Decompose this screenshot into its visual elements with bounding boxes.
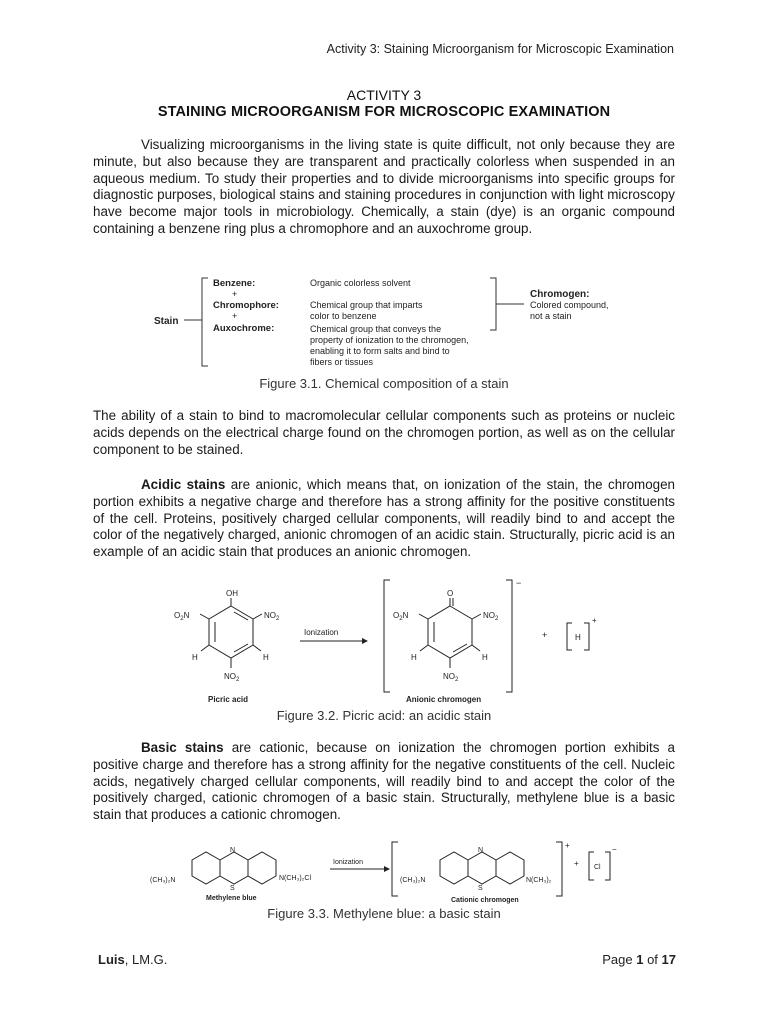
svg-text:Ionization: Ionization (304, 628, 339, 637)
anion-charge-2: − (612, 845, 617, 854)
svg-text:H: H (575, 633, 581, 642)
hydrogen-ion (542, 616, 597, 650)
chromophore-desc-1: Chemical group that imparts (310, 300, 423, 310)
methylene-blue-structure (150, 847, 311, 902)
chromophore-label: Chromophore: (213, 300, 279, 311)
anion-hydrogen-left: H (411, 653, 417, 662)
basic-stains-term: Basic stains (141, 740, 224, 755)
page-title: STAINING MICROORGANISM FOR MICROSCOPIC EXAMINATION (157, 104, 611, 120)
cation-charge: + (592, 616, 597, 625)
hydrogen-right-label: H (263, 653, 269, 662)
svg-text:N: N (478, 847, 484, 854)
nitro-bottom-label: $NO_2$ (224, 672, 240, 683)
footer-author (98, 952, 167, 967)
svg-text:N(CH₃)₂: N(CH₃)₂ (526, 877, 552, 884)
figure-picric-acid (170, 578, 610, 708)
svg-text:Cl: Cl (594, 864, 601, 871)
chromogen-desc-1: Colored compound, (530, 300, 609, 310)
binding-paragraph: The ability of a stain to bind to macromolecular cellular components such as proteins or nucleic acids depends on the electrical charge found on the chromogen portion, as well as on the cellular component to be stained. (93, 408, 675, 457)
plus-sign-2: + (232, 311, 238, 321)
figure-methylene-blue (146, 840, 626, 906)
cationic-chromogen-structure (392, 841, 570, 904)
anion-nitro-left: $O_2N$ (393, 611, 409, 622)
basic-stains-paragraph (93, 740, 675, 824)
picric-acid-label: Picric acid (208, 695, 249, 704)
dimethylamino-left: (CH₃)₂N (150, 877, 176, 884)
benzene-desc: Organic colorless solvent (310, 278, 411, 288)
right-bracket (490, 278, 496, 330)
chromogen-title: Chromogen: (530, 289, 590, 300)
running-header: Activity 3: Staining Microorganism for Microscopic Examination (326, 42, 674, 56)
cation-charge-2: + (565, 841, 570, 850)
basic-stains-text: are cationic, because on ionization the chromogen portion exhibits a positive charge and therefore has a strong affinity for the negative constituents of the cell. Nucleic acids, negatively charged cellular components, will readily bind to and accept the color of the positively charged, cationic chromogen of a basic stain. Structurally, methylene blue is a basic stain that produces a cationic chromogen. (93, 740, 675, 823)
svg-text:+: + (574, 859, 579, 868)
figure-stain-composition (150, 274, 620, 372)
svg-text:(CH₃)₂N: (CH₃)₂N (400, 877, 426, 884)
page-number: Page 1 of 17 (602, 952, 676, 967)
anion-hydrogen-right: H (482, 653, 488, 662)
anionic-chromogen-label: Anionic chromogen (406, 695, 482, 704)
ionization-arrow-2 (330, 859, 390, 872)
oxide-label: O (447, 589, 454, 598)
left-bracket (202, 278, 208, 366)
anion-nitro-bottom: $NO_2$ (443, 672, 459, 683)
activity-number: ACTIVITY 3 (346, 87, 422, 103)
benzene-label: Benzene: (213, 278, 256, 289)
svg-text:+: + (542, 630, 548, 640)
nitro-right-label: $NO_2$ (264, 611, 280, 622)
stain-label: Stain (154, 316, 179, 327)
chromogen-desc-2: not a stain (530, 311, 572, 321)
methylene-blue-label: Methylene blue (206, 895, 257, 902)
total-pages: 17 (661, 952, 676, 967)
anion-nitro-right: $NO_2$ (483, 611, 499, 622)
svg-text:N: N (230, 847, 236, 854)
hydrogen-left-label: H (192, 653, 198, 662)
plus-sign-1: + (232, 289, 238, 299)
figure-3-caption: Figure 3.3. Methylene blue: a basic stain (267, 906, 501, 921)
hydroxyl-label: OH (226, 589, 238, 598)
auxochrome-desc-4: fibers or tissues (310, 357, 374, 367)
auxochrome-desc-1: Chemical group that conveys the (310, 324, 442, 334)
acidic-stains-text: are anionic, which means that, on ionization of the stain, the chromogen portion exhibits a negative charge and therefore has a strong affinity for the positive constituents of the cell. Proteins, positively charged cellular components, will readily bind to and accept the color of the negatively charged, anionic chromogen of an acidic stain. Structurally, picric acid is an example of an acidic stain that produces an anionic chromogen. (93, 477, 675, 560)
chromophore-desc-2: color to benzene (310, 311, 377, 321)
ionization-arrow (300, 628, 368, 644)
auxochrome-desc-2: property of ionization to the chromogen, (310, 335, 469, 345)
dimethylamino-right: N(CH₃)₂Cl (279, 875, 312, 882)
svg-text:S: S (478, 885, 483, 892)
chloride-ion (574, 845, 617, 880)
anion-charge: − (516, 578, 522, 588)
figure-2-caption: Figure 3.2. Picric acid: an acidic stain (276, 708, 492, 723)
figure-1-caption: Figure 3.1. Chemical composition of a stain (259, 376, 509, 391)
intro-paragraph: Visualizing microorganisms in the living state is quite difficult, not only because they are minute, but also because they are transparent and practically colorless when suspended in an aqueous medium. To study their properties and to divide microorganisms into specific groups for diagnostic purposes, biological stains and staining procedures in conjunction with light microscopy have become major tools in microbiology. Chemically, a stain (dye) is an organic compound containing a benzene ring plus a chromophore and an auxochrome group. (93, 137, 675, 236)
auxochrome-desc-3: enabling it to form salts and bind to (310, 346, 450, 356)
acidic-stains-term: Acidic stains (141, 477, 226, 492)
cationic-chromogen-label: Cationic chromogen (451, 897, 519, 904)
auxochrome-label: Auxochrome: (213, 323, 275, 334)
anionic-chromogen-structure (384, 578, 521, 704)
author-surname: Luis (98, 952, 125, 967)
acidic-stains-paragraph (93, 477, 675, 561)
svg-text:Ionization: Ionization (333, 859, 363, 866)
picric-acid-structure (174, 589, 280, 704)
nitro-left-label: $O_2N$ (174, 611, 190, 622)
current-page: 1 (636, 952, 644, 967)
svg-text:S: S (230, 885, 235, 892)
author-initials: , LM.G. (124, 952, 168, 967)
